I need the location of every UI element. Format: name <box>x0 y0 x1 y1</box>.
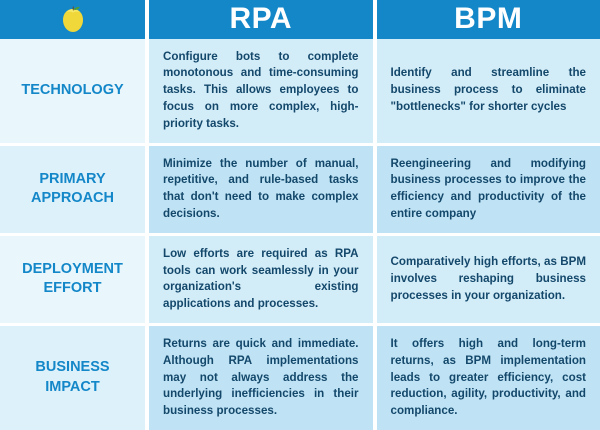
row-label-deployment-effort <box>0 236 145 323</box>
cell-text: Comparatively high efforts, as BPM involves reshaping business processes in your organization. <box>390 255 586 302</box>
cell-text: Minimize the number of manual, repetitive, and rule-based tasks that don't need to make complex decisions. <box>163 156 359 221</box>
apple-logo-icon <box>60 4 86 34</box>
cell-bpm-primary-approach <box>377 146 600 233</box>
cell-rpa-business-impact <box>149 326 373 430</box>
cell-text: Returns are quick and immediate. Although RPA implementations may not always address the underlying inefficiencies in their business processes. <box>163 337 359 418</box>
cell-rpa-deployment-effort <box>149 236 373 323</box>
row-label-text: DEPLOYMENT EFFORT <box>22 260 123 297</box>
row-label-primary-approach <box>0 146 145 233</box>
cell-text: Configure bots to complete monotonous and time-consuming tasks. This allows employees to focus on more complex, high-priority tasks. <box>163 49 359 130</box>
column-header-rpa: RPA <box>229 2 293 36</box>
table-row <box>0 146 600 236</box>
row-label-text: PRIMARY APPROACH <box>31 170 114 207</box>
table-header-row <box>0 0 600 39</box>
logo-cell <box>0 0 145 39</box>
table-row <box>0 236 600 326</box>
cell-rpa-primary-approach <box>149 146 373 233</box>
cell-rpa-technology <box>149 39 373 143</box>
table-row <box>0 326 600 430</box>
table-row <box>0 39 600 146</box>
row-label-text: BUSINESS IMPACT <box>35 359 110 395</box>
column-header-bpm: BPM <box>454 2 523 36</box>
row-label-technology <box>0 39 145 143</box>
cell-bpm-business-impact <box>377 326 600 430</box>
cell-text: Reengineering and modifying business processes to improve the efficiency and productivity of the entire company <box>390 156 586 221</box>
cell-text: Identify and streamline the business process to eliminate "bottlenecks" for shorter cycles <box>390 66 586 114</box>
row-label-text: TECHNOLOGY <box>21 81 124 98</box>
cell-bpm-technology <box>377 39 600 143</box>
row-label-business-impact <box>0 326 145 430</box>
cell-text: Low efforts are required as RPA tools can work seamlessly in your organization's existing applications and processes. <box>163 246 359 311</box>
cell-bpm-deployment-effort <box>377 236 600 323</box>
cell-text: It offers high and long-term returns, as BPM implementation leads to greater efficiency, cost reduction, agility, productivity, and compliance. <box>390 337 586 418</box>
